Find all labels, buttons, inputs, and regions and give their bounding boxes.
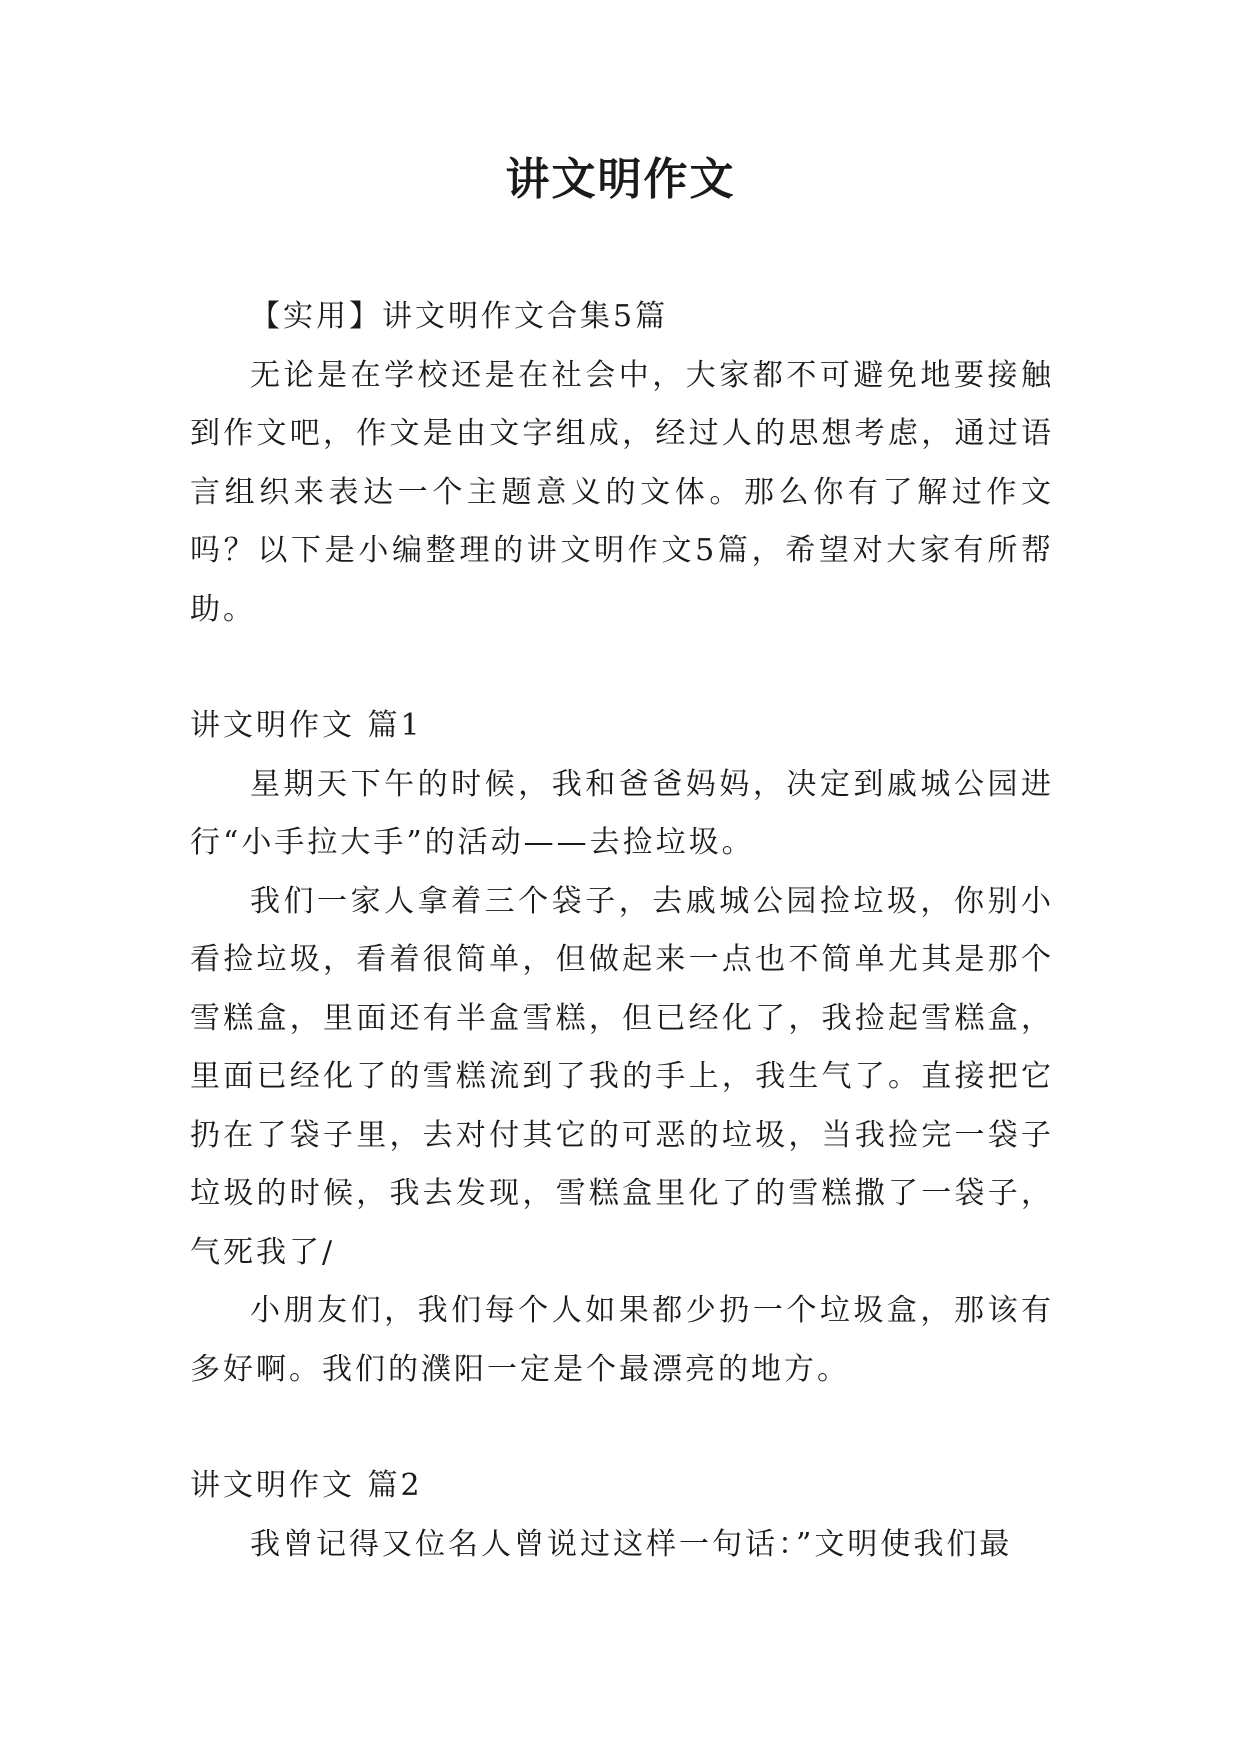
section-1-paragraph-2: 我们一家人拿着三个袋子，去戚城公园捡垃圾，你别小看捡垃圾，看着很简单，但做起来一点也不简单尤其是那个雪糕盒，里面还有半盒雪糕，但已经化了，我捡起雪糕盒，里面已经化了的雪糕流到了我的手上，我生气了。直接把它扔在了袋子里，去对付其它的可恶的垃圾，当我捡完一袋子垃圾的时候，我去发现，雪糕盒里化了的雪糕撒了一袋子，气死我了/ [190,883,1054,1270]
section-1-paragraph-1: 星期天下午的时候，我和爸爸妈妈，决定到戚城公园进行“小手拉大手”的活动——去捡垃圾。 [190,766,1054,860]
section-2-paragraph-1: 我曾记得又位名人曾说过这样一句话：”文明使我们最 [250,1526,1013,1562]
document-title: 讲文明作文 [505,154,736,205]
section-heading-2: 讲文明作文 篇2 [190,1468,423,1503]
section-heading-1: 讲文明作文 篇1 [190,708,423,743]
section-1-paragraph-3: 小朋友们，我们每个人如果都少扔一个垃圾盒，那该有多好啊。我们的濮阳一定是个最漂亮的地方。 [190,1293,1054,1387]
document-body [190,288,1054,1574]
document-subtitle: 【实用】讲文明作文合集5篇 [250,299,669,334]
intro-paragraph: 无论是在学校还是在社会中，大家都不可避免地要接触到作文吧，作文是由文字组成，经过人的思想考虑，通过语言组织来表达一个主题意义的文体。那么你有了解过作文吗？以下是小编整理的讲文明作文5篇，希望对大家有所帮助。 [190,357,1054,627]
